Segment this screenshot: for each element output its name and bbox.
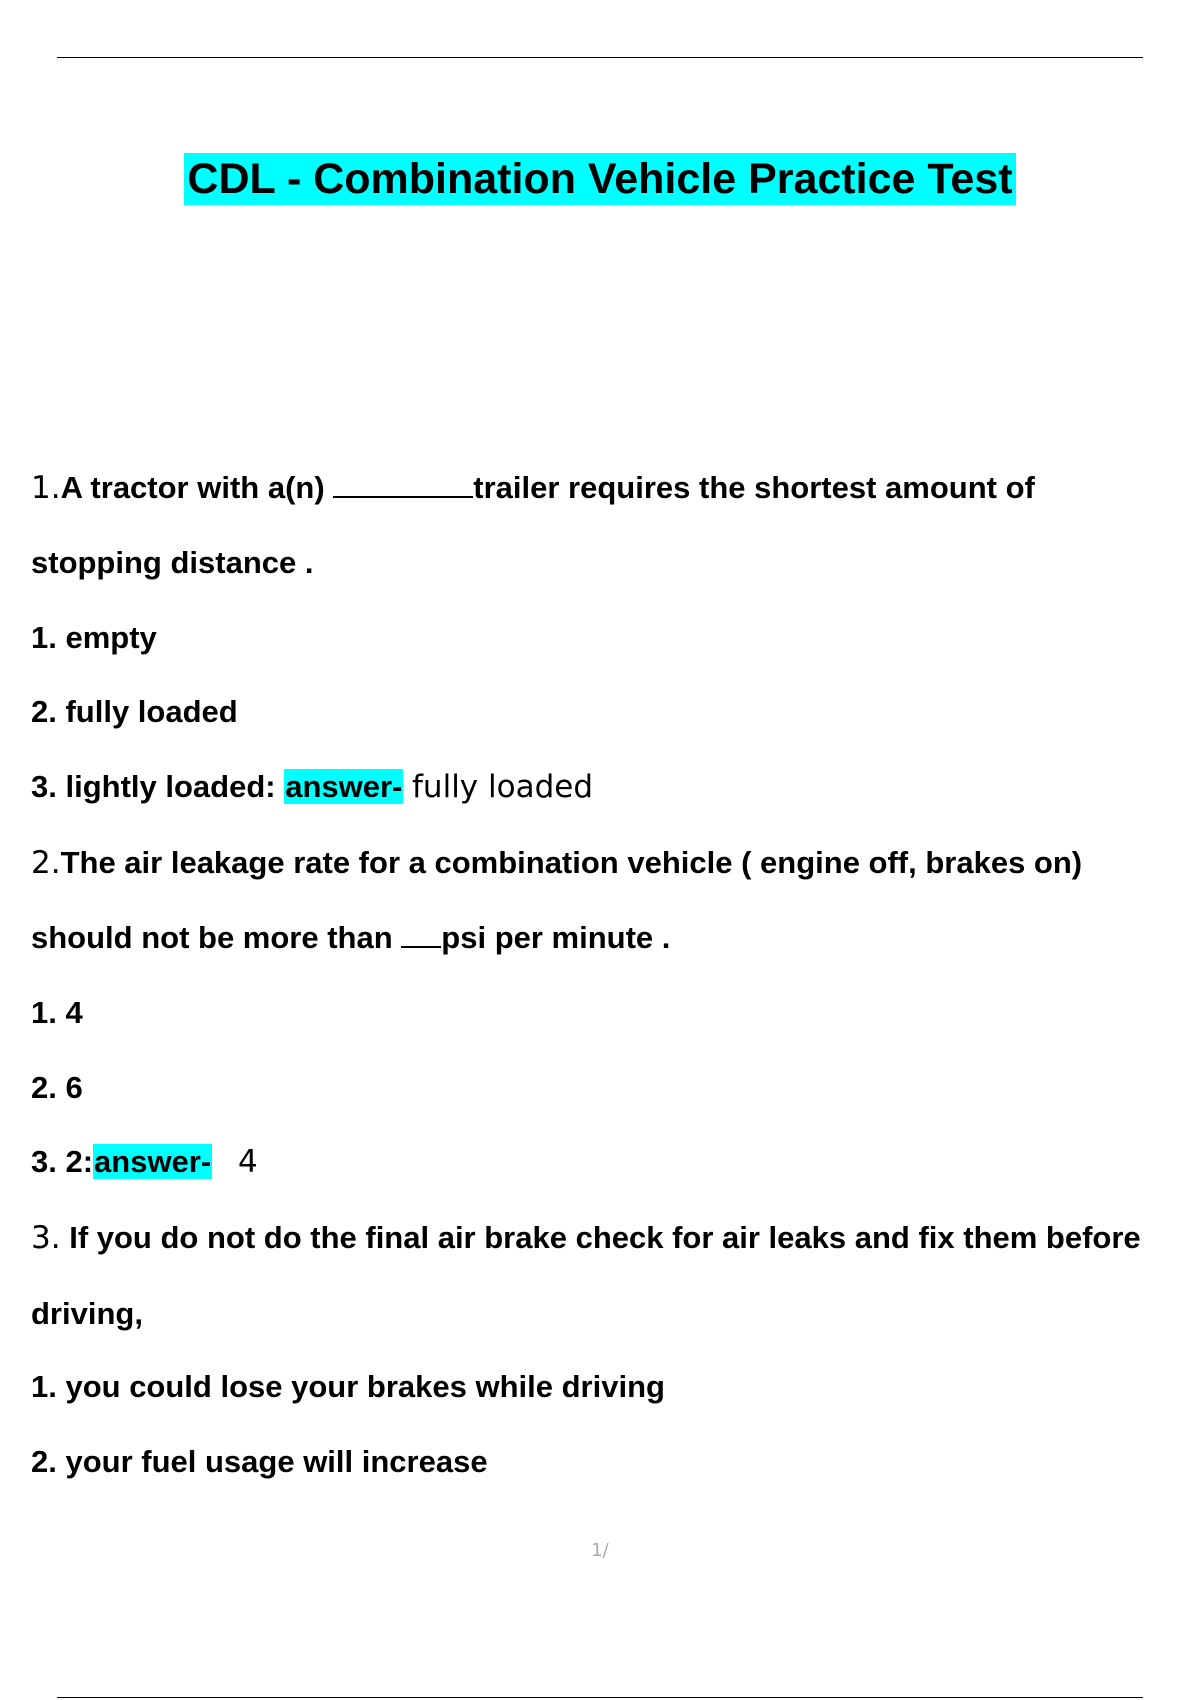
question-2-answer-label: answer-: [94, 1144, 212, 1179]
question-1-option-2: 2. fully loaded: [31, 694, 238, 729]
title-container: [0, 153, 1200, 205]
question-2-text-line-1: The air leakage rate for a combination vehicle ( engine off, brakes on): [60, 845, 1083, 880]
question-2-answer-value: 4: [238, 1144, 258, 1180]
question-2-option-1: 1. 4: [31, 995, 83, 1030]
question-2-option-3-text: 3. 2:: [31, 1144, 94, 1179]
top-rule: [57, 57, 1143, 58]
question-2-text-after-blank: psi per minute .: [441, 920, 671, 955]
question-1-line-2: stopping distance .: [31, 545, 314, 580]
question-1-line-1: [31, 468, 1035, 508]
question-2-blank: [401, 918, 441, 948]
question-2-line-2: [31, 918, 670, 958]
question-3-line-2: driving,: [31, 1296, 143, 1331]
question-1-number: 1.: [31, 470, 61, 506]
question-3-number: 3.: [31, 1220, 61, 1256]
question-1-answer-label: answer-: [285, 769, 403, 804]
question-3-option-1: 1. you could lose your brakes while driving: [31, 1369, 665, 1404]
question-1-text-before-blank: A tractor with a(n): [60, 470, 325, 505]
question-1-answer-value: fully loaded: [412, 769, 594, 805]
question-1-option-3: [31, 767, 593, 807]
question-2-option-2: 2. 6: [31, 1070, 83, 1105]
question-1-blank: [333, 468, 473, 498]
bottom-rule: [57, 1697, 1143, 1698]
question-2-line-1: [31, 843, 1082, 883]
question-2-option-3: [31, 1142, 258, 1182]
question-1-option-1: 1. empty: [31, 620, 157, 655]
question-2-text-before-blank: should not be more than: [31, 920, 393, 955]
question-2-number: 2.: [31, 845, 61, 881]
page-number: 1/: [591, 1540, 609, 1561]
question-3-text-line-1: If you do not do the final air brake check for air leaks and fix them before: [69, 1220, 1141, 1255]
question-3-option-2: 2. your fuel usage will increase: [31, 1444, 488, 1479]
question-1-text-after-blank: trailer requires the shortest amount of: [473, 470, 1035, 505]
question-3-line-1: [31, 1218, 1141, 1258]
document-title: CDL - Combination Vehicle Practice Test: [184, 153, 1015, 205]
question-1-option-3-text: 3. lightly loaded:: [31, 769, 276, 804]
